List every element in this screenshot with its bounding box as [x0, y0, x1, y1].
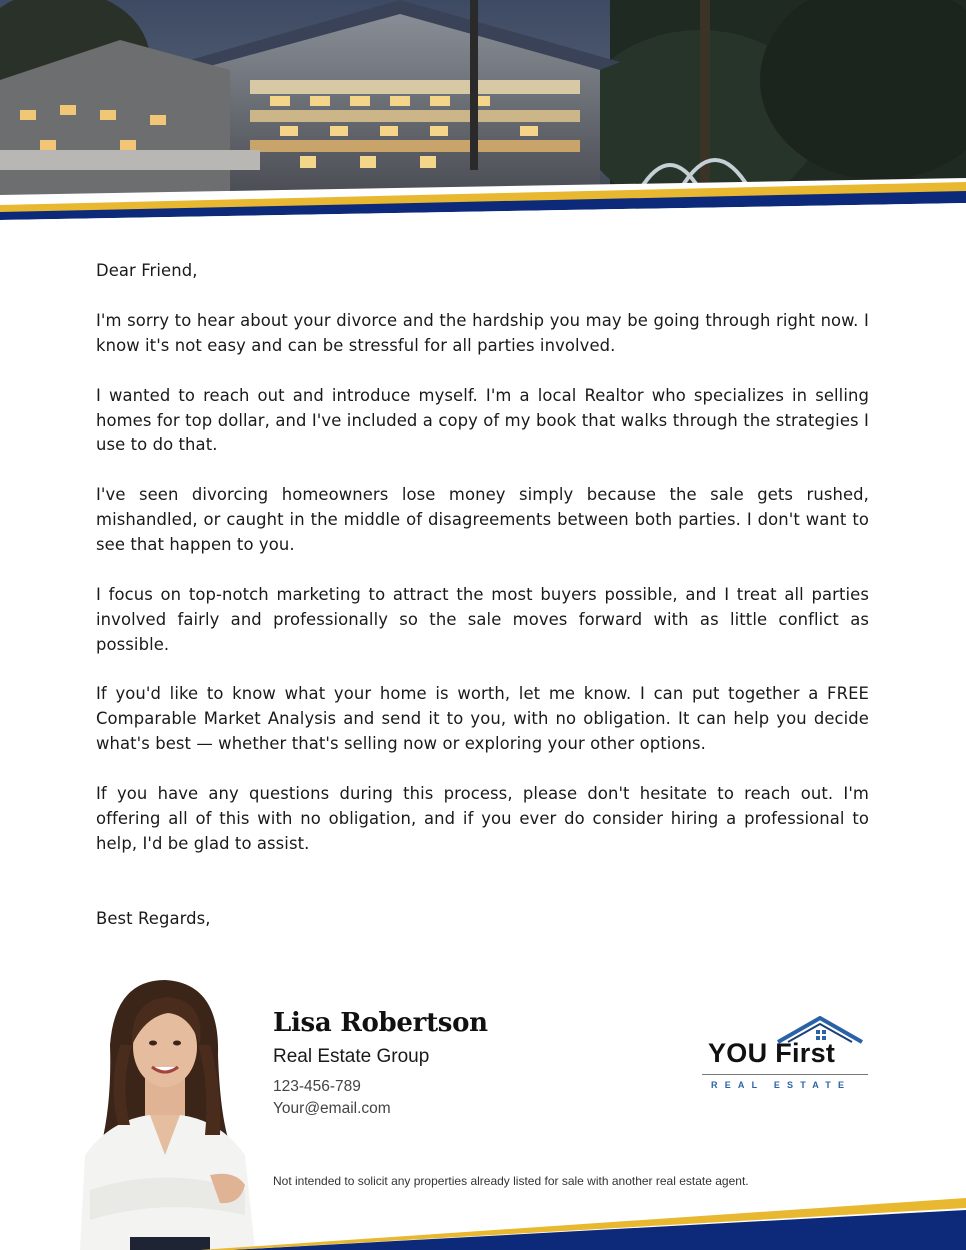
- disclaimer: Not intended to solicit any properties already listed for sale with another real estate agent.: [273, 1174, 749, 1188]
- paragraph: If you'd like to know what your home is worth, let me know. I can put together a FREE Comparable Market Analysis and send it to you, with no obligation. It can help you decide what's best — whether that's selling now or exploring your other options.: [96, 684, 869, 754]
- paragraph: I'm sorry to hear about your divorce and the hardship you may be going through right now. I know it's not easy and can be stressful for all parties involved.: [96, 310, 869, 355]
- phone-number: 123-456-789: [273, 1078, 361, 1095]
- logo-divider: [702, 1074, 868, 1075]
- paragraph: I wanted to reach out and introduce myself. I'm a local Realtor who specializes in selling homes for top dollar, and I've included a copy of my book that walks through the strategies I use to do that.: [96, 385, 869, 455]
- logo-wordmark: YOU First: [708, 1038, 836, 1068]
- salutation: Dear Friend,: [96, 261, 198, 280]
- paragraph: If you have any questions during this process, please don't hesitate to reach out. I'm offering all of this with no obligation, and if you ever do consider hiring a professional to help, I'd be glad to assist.: [96, 784, 869, 853]
- agent-name: Lisa Robertson: [273, 1008, 488, 1038]
- footer-swoosh: [0, 1190, 966, 1250]
- logo-tagline: REAL ESTATE: [711, 1080, 852, 1090]
- email-address: Your@email.com: [273, 1100, 391, 1117]
- header-photo: [0, 0, 966, 230]
- company-name: Real Estate Group: [273, 1046, 430, 1067]
- company-logo: [700, 1016, 872, 1096]
- closing: Best Regards,: [96, 908, 211, 928]
- paragraph: I've seen divorcing homeowners lose money simply because the sale gets rushed, mishandled, or caught in the middle of disagreements between both parties. I don't want to see that happen to you.: [96, 485, 869, 555]
- letter-body: [96, 259, 869, 957]
- paragraph: I focus on top-notch marketing to attract the most buyers possible, and I treat all parties involved fairly and professionally so the sale moves forward with as little conflict as possible.: [96, 584, 869, 654]
